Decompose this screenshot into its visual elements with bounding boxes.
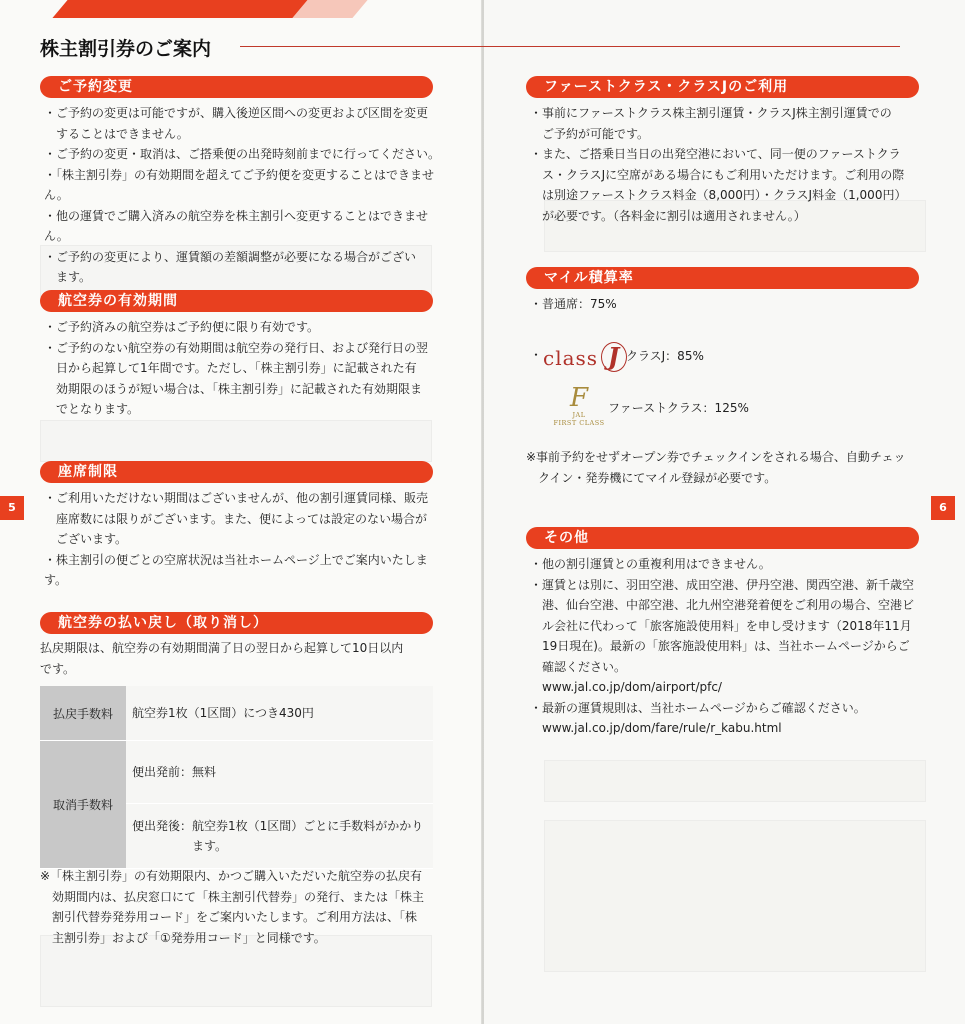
text-line: ・ご予約の変更により、運賃額の差額調整が必要になる場合がござい: [44, 249, 417, 264]
text-line: 効期限のほうが短い場合は、「株主割引券」に記載された有効期限ま: [44, 381, 423, 396]
text-line: ます。: [44, 270, 92, 284]
text-line: ・事前にファーストクラス株主割引運賃・クラスJ株主割引運賃での: [530, 106, 892, 120]
refund-intro: [40, 638, 450, 679]
text-line: 便出発後：航空券1枚（1区間）ごとに手数料がかかり: [132, 819, 424, 833]
mile-note: [526, 447, 946, 488]
section-body-change: [44, 103, 444, 288]
refund-note: [40, 866, 450, 948]
text-line: 主割引券」および「①発券用コード」と同様です。: [40, 930, 326, 945]
right-page: [484, 0, 965, 1024]
class-j-logo-letter: J: [601, 342, 627, 372]
text-line: ます。: [132, 839, 228, 853]
text-line: 確認ください。: [530, 659, 627, 674]
title-rule: [240, 46, 900, 47]
table-row: [40, 686, 433, 741]
text-line: ・他の割引運賃との重複利用はできません。: [530, 557, 771, 571]
text-line: クイン・発券機にてマイル登録が必要です。: [526, 470, 777, 485]
text-line: でとなります。: [44, 402, 140, 416]
mile-first-rate: ファーストクラス：125%: [608, 401, 749, 415]
mile-ordinary: ・普通席：75%: [530, 297, 617, 311]
text-line: ・ご予約済みの航空券はご予約便に限り有効です。: [44, 320, 320, 334]
top-accent-stripe-light: [292, 0, 367, 18]
page-title: 株主割引券のご案内: [40, 38, 212, 60]
section-heading-mile: マイル積算率: [526, 267, 919, 289]
text-line: は別途ファーストクラス料金（8,000円）・クラスJ料金（1,000円）: [530, 188, 907, 202]
text-line: www.jal.co.jp/dom/fare/rule/r_kabu.html: [530, 721, 782, 735]
first-class-logo-letter: F: [569, 383, 589, 413]
text-line: 日から起算して1年間です。ただし、「株主割引券」に記載された有: [44, 361, 417, 375]
text-line: ご予約が可能です。: [530, 126, 650, 141]
show-through-box: [40, 420, 432, 462]
page-number-right: 6: [931, 496, 955, 520]
text-line: ・ご利用いただけない期間はございませんが、他の割引運賃同様、販売: [44, 491, 429, 505]
text-line: 19日現在)。最新の「旅客施設使用料」は、当社ホームページからご: [530, 639, 910, 653]
mile-classj-bullet: ・: [530, 348, 543, 362]
refund-fee-table: [40, 686, 433, 869]
text-line: ・また、ご搭乗日当日の出発空港において、同一便のファーストクラ: [530, 147, 901, 161]
first-class-logo: [553, 385, 605, 427]
section-heading-other: その他: [526, 527, 919, 549]
section-heading-validity: 航空券の有効期間: [40, 290, 433, 312]
text-line: ・最新の運賃規則は、当社ホームページからご確認ください。: [530, 700, 866, 715]
cancel-fee-before: 便出発前：無料: [126, 741, 433, 804]
text-line: 港、仙台空港、中部空港、北九州空港発着便をご利用の場合、空港ビ: [530, 598, 915, 612]
text-line: ※事前予約をせずオープン券でチェックインをされる場合、自動チェッ: [526, 450, 906, 464]
text-line: ・「株主割引券」の有効期間を超えてご予約便を変更することはできません。: [44, 167, 435, 202]
section-body-seat: [44, 488, 444, 591]
section-body-other: [530, 554, 950, 739]
text-line: ・運賃とは別に、羽田空港、成田空港、伊丹空港、関西空港、新千歳空: [530, 577, 915, 592]
section-heading-change: ご予約変更: [40, 76, 433, 98]
text-line: です。: [40, 661, 76, 676]
section-heading-seat: 座席制限: [40, 461, 433, 483]
section-heading-first-class: ファーストクラス・クラスJのご利用: [526, 76, 919, 98]
section-heading-refund: 航空券の払い戻し（取り消し）: [40, 612, 433, 634]
show-through-box: [544, 760, 926, 802]
class-j-logo-text: class: [543, 346, 599, 370]
text-line: ・ご予約の変更・取消は、ご搭乗便の出発時刻前までに行ってください。: [44, 147, 441, 161]
left-page: [0, 0, 482, 1024]
text-line: ス・クラスJに空席がある場合にもご利用いただけます。ご利用の際: [530, 167, 905, 182]
text-line: ・他の運賃でご購入済みの航空券を株主割引へ変更することはできません。: [44, 208, 429, 243]
refund-fee-label: 払戻手数料: [40, 686, 126, 741]
section-body-first-class: [530, 103, 950, 226]
text-line: ・株主割引の便ごとの空席状況は当社ホームページ上でご案内いたします。: [44, 552, 428, 587]
text-line: が必要です。（各料金に割引は適用されません。）: [530, 208, 806, 223]
text-line: 割引代替券発券用コード」をご案内いたします。ご利用方法は、「株: [40, 910, 418, 924]
first-class-logo-text: FIRST CLASS: [553, 419, 605, 427]
text-line: 効期間内は、払戻窓口にて「株主割引代替券」の発行、または「株主: [40, 889, 425, 904]
top-accent-stripe: [52, 0, 307, 18]
cancel-fee-after: [126, 804, 433, 869]
text-line: ル会社に代わって「旅客施設使用料」を申し受けます（2018年11月: [530, 618, 912, 633]
refund-fee-value: 航空券1枚（1区間）につき430円: [126, 686, 433, 741]
mile-classj-rate: クラスJ：85%: [626, 349, 704, 363]
text-line: 払戻期限は、航空券の有効期間満了日の翌日から起算して10日以内: [40, 641, 404, 655]
text-line: ・ご予約のない航空券の有効期間は航空券の発行日、および発行日の翌: [44, 340, 429, 355]
text-line: www.jal.co.jp/dom/airport/pfc/: [530, 680, 722, 694]
text-line: ※「株主割引券」の有効期限内、かつご購入いただいた航空券の払戻有: [40, 869, 423, 883]
text-line: 座席数には限りがございます。また、便によっては設定のない場合が: [44, 511, 428, 526]
section-body-validity: [44, 317, 444, 420]
page-number-left: 5: [0, 496, 24, 520]
text-line: することはできません。: [44, 126, 189, 141]
show-through-box: [544, 820, 926, 972]
text-line: ございます。: [44, 532, 128, 546]
class-j-logo: [543, 342, 627, 372]
cancel-fee-label: 取消手数料: [40, 741, 126, 869]
first-class-logo-jal: JAL: [572, 411, 586, 419]
table-row: [40, 741, 433, 804]
text-line: ・ご予約の変更は可能ですが、購入後逆区間への変更および区間を変更: [44, 106, 429, 120]
